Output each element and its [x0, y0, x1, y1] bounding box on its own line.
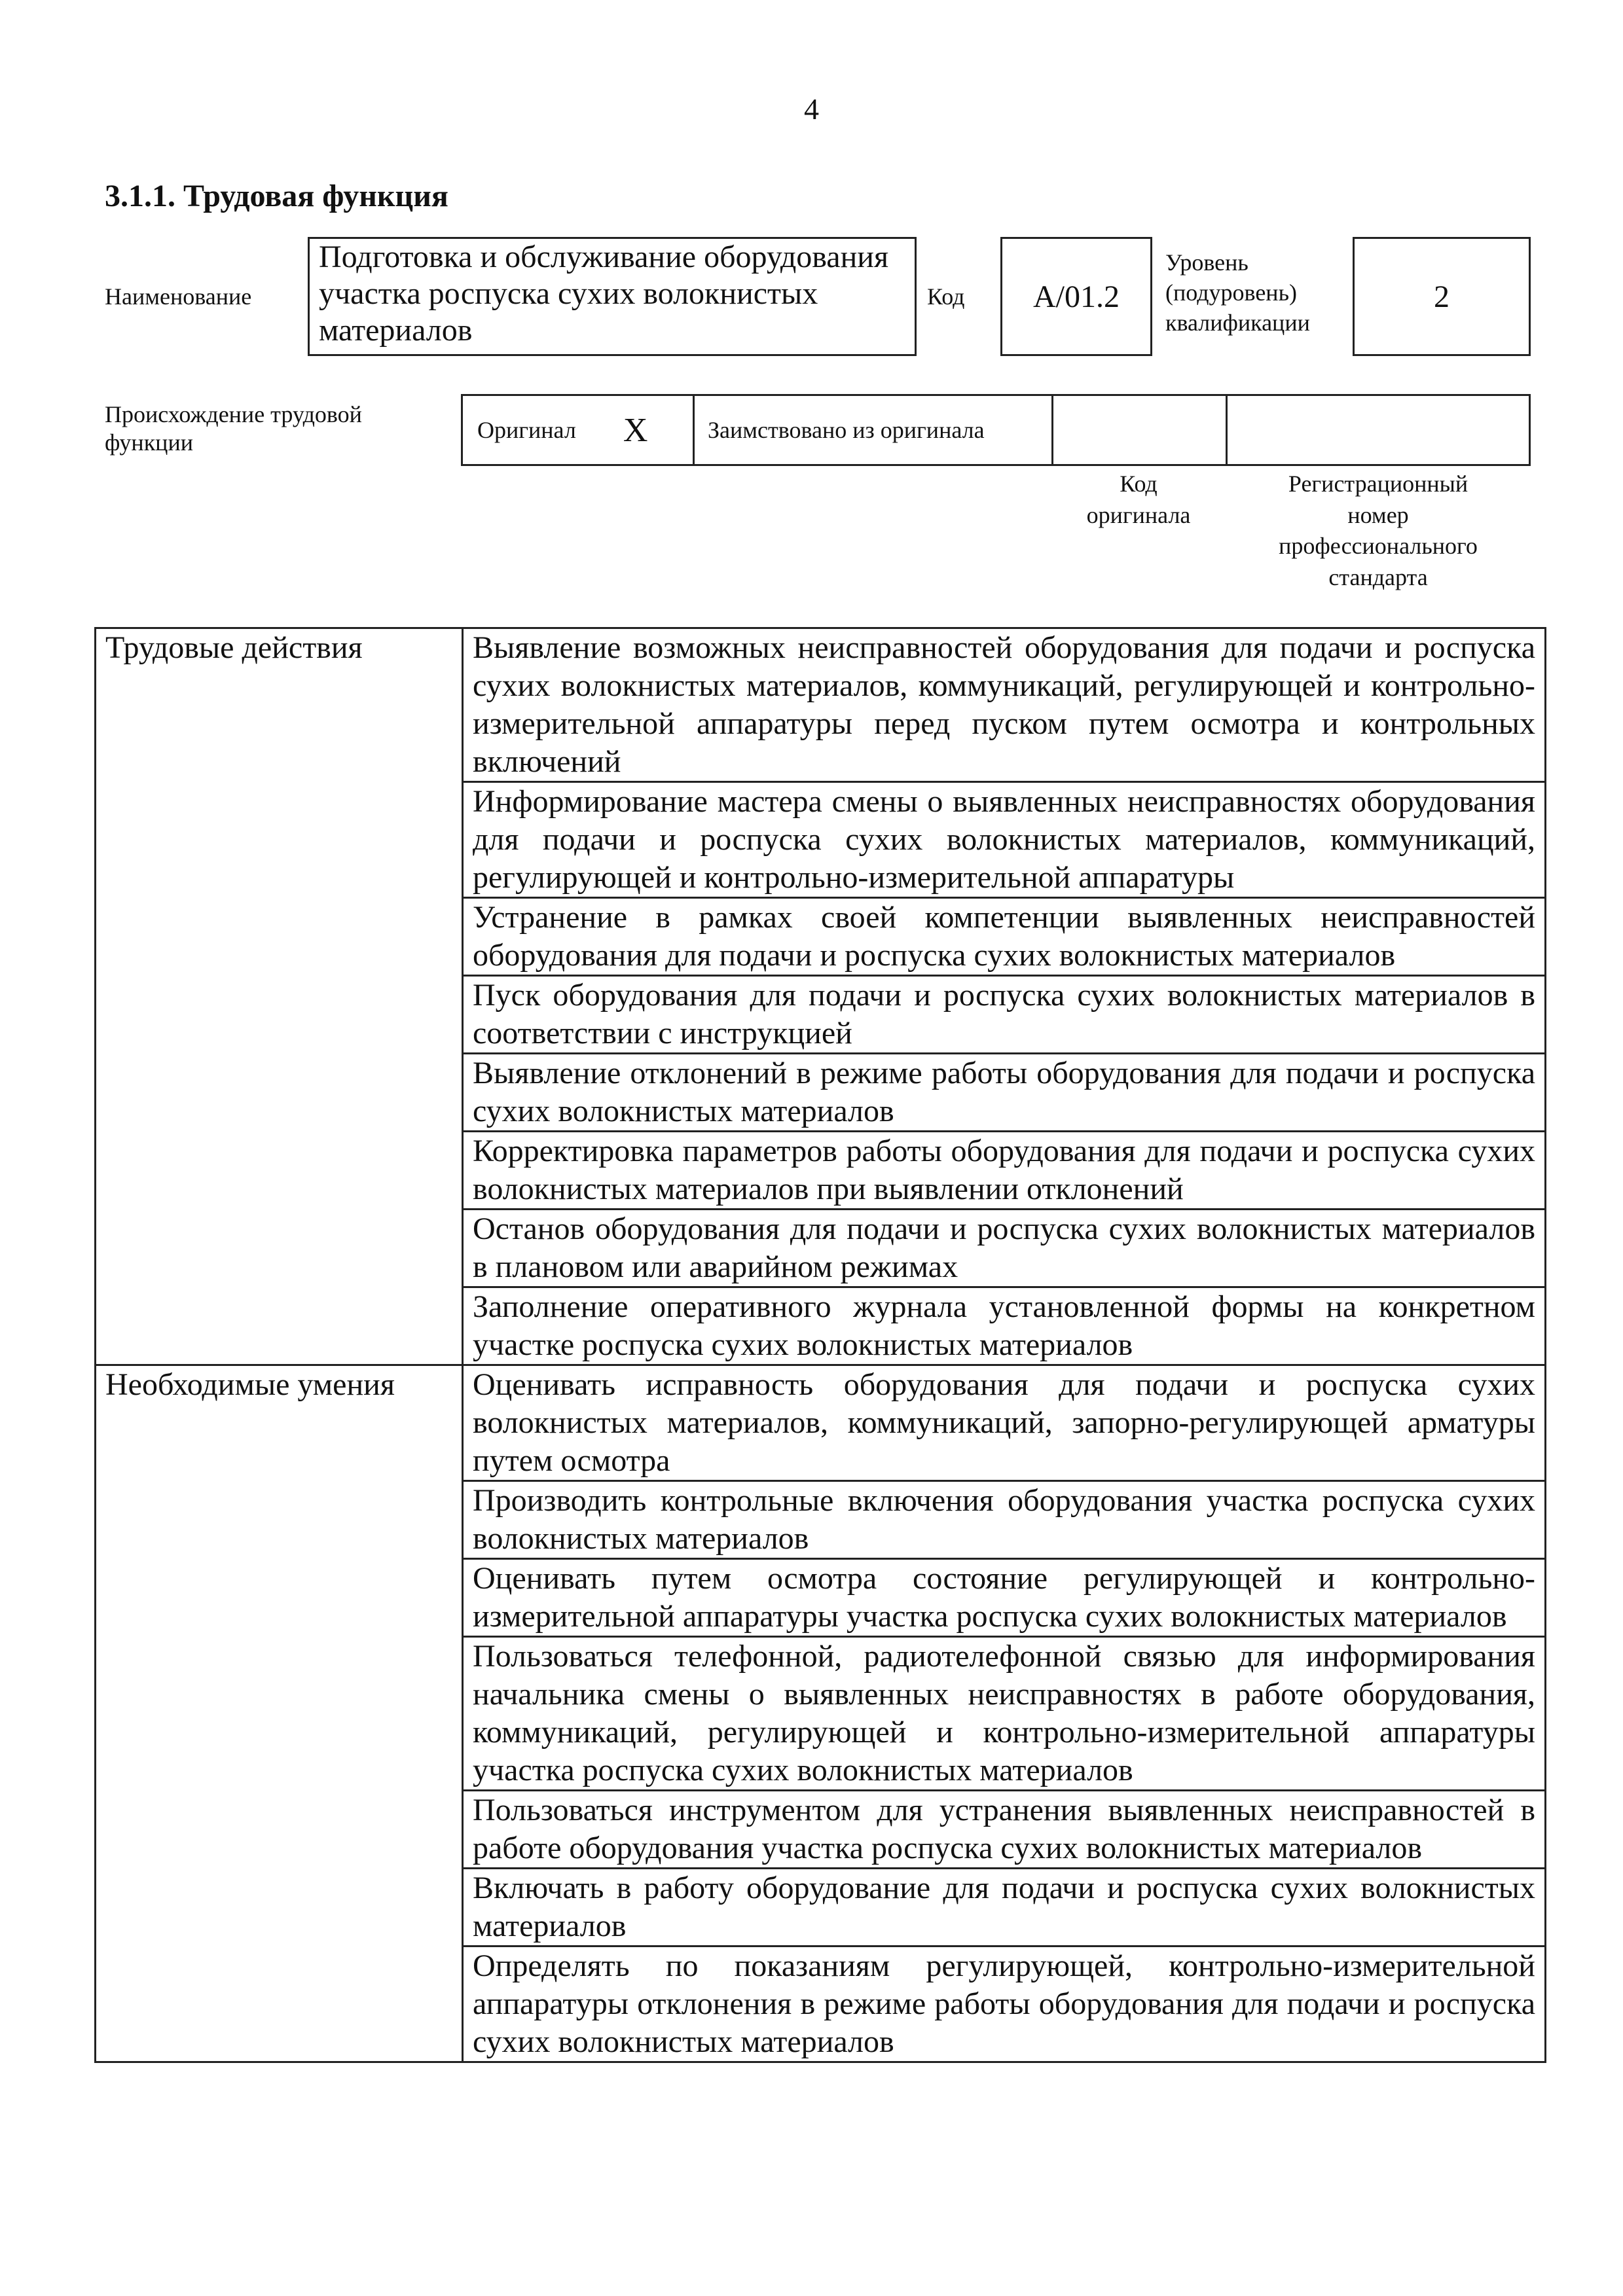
table-row: [96, 1365, 1546, 1481]
page-number: 4: [804, 92, 819, 126]
function-name-field: Подготовка и обслуживание оборудования участка роспуска сухих волокнистых материалов: [308, 237, 917, 356]
section-title: 3.1.1. Трудовая функция: [105, 179, 448, 213]
function-code-field: A/01.2: [1000, 237, 1152, 356]
reg-number-label-line-1: Регистрационный: [1288, 471, 1468, 497]
table-row: [96, 628, 1546, 782]
labor-action-item: Выявление отклонений в режиме работы оборудования для подачи и роспуска сухих волокнистых материалов: [463, 1054, 1546, 1132]
required-skill-item: Пользоваться телефонной, радиотелефонной связью для информирования начальника смены о выявленных неисправностях в работе оборудования, коммуникаций, регулирующей и контрольно-измерительной аппаратуры участка роспуска сухих волокнистых материалов: [463, 1637, 1546, 1791]
code-label: Код: [927, 283, 965, 310]
labor-action-item: Пуск оборудования для подачи и роспуска сухих волокнистых материалов в соответствии с инструкцией: [463, 976, 1546, 1054]
code-original-label: [1051, 469, 1226, 531]
required-skill-item: Оценивать исправность оборудования для подачи и роспуска сухих волокнистых материалов, коммуникаций, запорно-регулирующей арматуры путем осмотра: [463, 1365, 1546, 1481]
required-skill-item: Определять по показаниям регулирующей, контрольно-измерительной аппаратуры отклонения в режиме работы оборудования для подачи и роспуска сухих волокнистых материалов: [463, 1946, 1546, 2062]
qualification-level-field: 2: [1353, 237, 1531, 356]
labor-function-table: [94, 627, 1546, 2063]
code-original-label-line-2: оригинала: [1086, 501, 1191, 528]
reg-number-label-line-2: номер: [1347, 501, 1409, 528]
reg-number-label-line-3: профессионального: [1279, 533, 1478, 560]
reg-number-label: [1226, 469, 1531, 593]
required-skill-item: Включать в работу оборудование для подачи и роспуска сухих волокнистых материалов: [463, 1869, 1546, 1946]
labor-action-item: Информирование мастера смены о выявленных неисправностях оборудования для подачи и роспуска сухих волокнистых материалов, коммуникаций, регулирующей и контрольно-измерительной аппаратуры: [463, 782, 1546, 898]
reg-number-label-line-4: стандарта: [1328, 564, 1428, 590]
level-label-line-2: (подуровень): [1165, 279, 1297, 306]
required-skill-item: Производить контрольные включения оборудования участка роспуска сухих волокнистых материалов: [463, 1481, 1546, 1559]
origin-reg-number-cell: [1228, 396, 1529, 464]
labor-action-item: Останов оборудования для подачи и роспуска сухих волокнистых материалов в плановом или аварийном режимах: [463, 1210, 1546, 1287]
name-label: Наименование: [105, 283, 252, 310]
origin-borrowed-cell: Заимствовано из оригинала: [695, 396, 1053, 464]
code-original-label-line-1: Код: [1120, 471, 1158, 497]
origin-code-cell: [1053, 396, 1228, 464]
labor-action-item: Выявление возможных неисправностей оборудования для подачи и роспуска сухих волокнистых материалов, коммуникаций, регулирующей и контрольно-измерительной аппаратуры перед пуском путем осмотра и контрольных включений: [463, 628, 1546, 782]
level-label-line-1: Уровень: [1165, 249, 1249, 276]
labor-action-item: Корректировка параметров работы оборудования для подачи и роспуска сухих волокнистых материалов при выявлении отклонений: [463, 1132, 1546, 1210]
origin-original-cell: [463, 396, 695, 464]
labor-actions-label: Трудовые действия: [96, 628, 463, 1365]
required-skills-label: Необходимые умения: [96, 1365, 463, 2062]
origin-original-label: Оригинал: [477, 417, 576, 443]
level-label-line-3: квалификации: [1165, 310, 1310, 336]
labor-action-item: Устранение в рамках своей компетенции выявленных неисправностей оборудования для подачи и роспуска сухих волокнистых материалов: [463, 898, 1546, 976]
required-skill-item: Пользоваться инструментом для устранения выявленных неисправностей в работе оборудования участка роспуска сухих волокнистых материалов: [463, 1791, 1546, 1869]
level-label: [1165, 247, 1310, 338]
origin-row: [461, 394, 1531, 466]
origin-label: Происхождение трудовой функции: [105, 401, 362, 456]
origin-original-mark: X: [623, 411, 648, 449]
required-skill-item: Оценивать путем осмотра состояние регулирующей и контрольно-измерительной аппаратуры участка роспуска сухих волокнистых материалов: [463, 1559, 1546, 1637]
labor-action-item: Заполнение оперативного журнала установленной формы на конкретном участке роспуска сухих волокнистых материалов: [463, 1287, 1546, 1365]
